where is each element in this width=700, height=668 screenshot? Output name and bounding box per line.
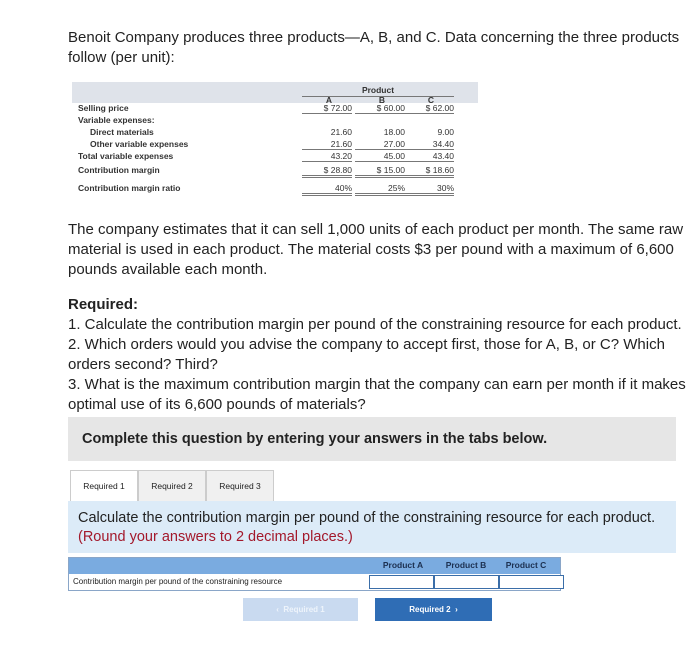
row-value: 25% [355, 183, 405, 196]
row-value: $ 28.80 [302, 165, 352, 178]
row-value: 45.00 [355, 151, 405, 162]
data-row [72, 151, 478, 165]
row-value: 40% [302, 183, 352, 196]
row-label: Variable expenses: [78, 115, 155, 125]
prev-button[interactable]: ‹ Required 1 [243, 598, 358, 621]
product-data-table [72, 82, 478, 201]
row-value: 9.00 [437, 127, 454, 137]
row-value: 43.40 [404, 151, 454, 162]
answer-col-a: Product A [382, 560, 424, 570]
product-c-input[interactable] [499, 575, 564, 589]
intro-text: Benoit Company produces three products—A, B, and C. Data concerning the three products follow (per unit): [68, 29, 680, 66]
row-value: 30% [404, 183, 454, 196]
row-value: 27.00 [355, 139, 405, 150]
tab-required-1[interactable]: Required 1 [70, 470, 138, 502]
data-row [72, 103, 478, 115]
row-value: 18.00 [383, 127, 405, 137]
instruction-text: Calculate the contribution margin per pound of the constraining resource for each product. [78, 510, 656, 526]
data-row [72, 165, 478, 183]
product-a-input[interactable] [369, 575, 434, 589]
data-row [72, 115, 478, 127]
answer-table [68, 557, 561, 591]
col-a: A [325, 95, 333, 105]
row-value: $ 15.00 [355, 165, 405, 178]
required-heading: Required: [68, 296, 139, 313]
instructions-banner: Complete this question by entering your answers in the tabs below. [68, 417, 676, 461]
row-label: Other variable expenses [90, 139, 189, 149]
product-b-input[interactable] [434, 575, 499, 589]
row-value: $ 72.00 [302, 103, 352, 114]
rounding-note: (Round your answers to 2 decimal places.) [78, 529, 353, 545]
product-group-header: Product [302, 85, 454, 97]
next-button[interactable] [375, 598, 492, 621]
row-value: 21.60 [330, 127, 352, 137]
required-item-2: 2. Which orders would you advise the company to accept first, those for A, B, or C? Which orders second? Third? [68, 336, 665, 373]
row-value: $ 62.00 [404, 103, 454, 114]
paragraph: The company estimates that it can sell 1,000 units of each product per month. The same raw material is used in each product. The material costs $3 per pound with a maximum of 6,600 pounds available each month. [68, 221, 684, 278]
row-value: 34.40 [404, 139, 454, 150]
data-row [72, 139, 478, 151]
row-value: 43.20 [302, 151, 352, 162]
row-label: Contribution margin ratio [78, 183, 181, 193]
answer-col-b: Product B [445, 560, 487, 570]
answer-row-label: Contribution margin per pound of the constraining resource [73, 577, 283, 586]
required-item-1: 1. Calculate the contribution margin per pound of the constraining resource for each product. [68, 316, 682, 333]
chevron-right-icon: › [455, 605, 458, 614]
row-label: Total variable expenses [78, 151, 174, 161]
required-item-3: 3. What is the maximum contribution margin that the company can earn per month if it makes optimal use of its 6,600 pounds of materials? [68, 376, 686, 413]
data-row [72, 183, 478, 201]
row-value: $ 60.00 [355, 103, 405, 114]
row-value: $ 18.60 [404, 165, 454, 178]
col-b: B [378, 95, 386, 105]
row-label: Direct materials [90, 127, 154, 137]
instruction-box [68, 501, 676, 553]
next-label: Required 2 [409, 605, 451, 614]
prev-label: Required 1 [283, 605, 325, 614]
required-section [68, 295, 693, 415]
tab-required-3[interactable]: Required 3 [206, 470, 274, 502]
row-label: Selling price [78, 103, 129, 113]
row-value: 21.60 [302, 139, 352, 150]
col-c: C [427, 95, 435, 105]
tab-required-2[interactable]: Required 2 [138, 470, 206, 502]
answer-col-c: Product C [505, 560, 547, 570]
data-row [72, 127, 478, 139]
row-label: Contribution margin [78, 165, 160, 175]
